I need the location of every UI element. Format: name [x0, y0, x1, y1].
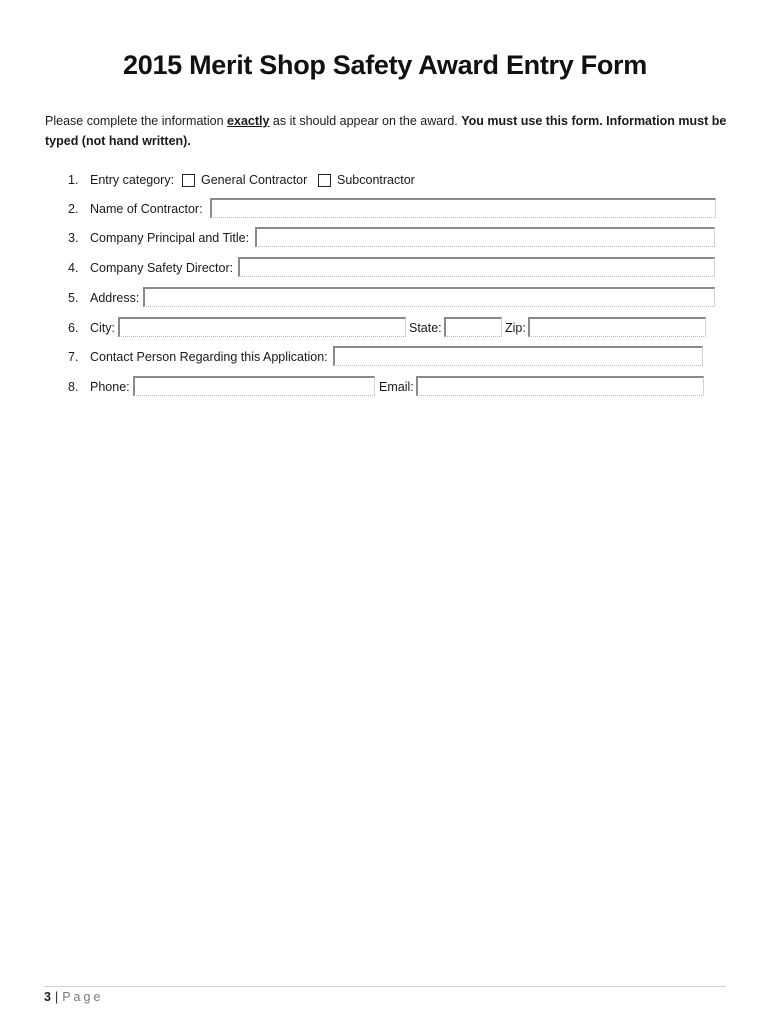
contractor-name-row	[68, 196, 728, 220]
general-contractor-label: General Contractor	[201, 173, 308, 187]
instructions-emphasis: exactly	[227, 114, 270, 128]
safety-director-label: Company Safety Director:	[90, 261, 234, 275]
footer-divider	[44, 986, 726, 987]
state-label: State:	[409, 321, 442, 335]
zip-label: Zip:	[505, 321, 526, 335]
email-label: Email:	[379, 380, 414, 394]
item-number: 8.	[68, 380, 79, 394]
state-field[interactable]	[444, 317, 502, 337]
item-number: 2.	[68, 202, 79, 216]
company-principal-row	[68, 225, 728, 249]
footer-separator: |	[54, 990, 59, 1004]
company-principal-field[interactable]	[255, 227, 715, 247]
subcontractor-label: Subcontractor	[337, 173, 415, 187]
email-field[interactable]	[416, 376, 704, 396]
item-number: 7.	[68, 350, 79, 364]
contractor-name-label: Name of Contractor:	[90, 202, 203, 216]
general-contractor-checkbox[interactable]	[182, 174, 195, 187]
safety-director-field[interactable]	[238, 257, 715, 277]
contact-person-row	[68, 344, 728, 368]
safety-director-row	[68, 255, 728, 279]
phone-label: Phone:	[90, 380, 130, 394]
form-title: 2015 Merit Shop Safety Award Entry Form	[123, 50, 647, 80]
contact-person-field[interactable]	[333, 346, 703, 366]
page-footer	[44, 990, 103, 1004]
item-number: 1.	[68, 173, 79, 187]
contact-person-label: Contact Person Regarding this Application:	[90, 350, 328, 364]
city-label: City:	[90, 321, 115, 335]
instructions-bold: You must use this form. Information must be typed (not hand written).	[45, 114, 727, 148]
address-field[interactable]	[143, 287, 715, 307]
address-label: Address:	[90, 291, 140, 305]
item-number: 3.	[68, 231, 79, 245]
subcontractor-checkbox[interactable]	[318, 174, 331, 187]
item-number: 6.	[68, 321, 79, 335]
instructions-text: Please complete the information	[45, 114, 228, 128]
entry-category-row	[68, 167, 728, 191]
address-row	[68, 285, 728, 309]
entry-category-label: Entry category:	[90, 173, 175, 187]
phone-email-row	[68, 374, 728, 398]
company-principal-label: Company Principal and Title:	[90, 231, 250, 245]
city-state-zip-row	[68, 315, 728, 339]
phone-field[interactable]	[133, 376, 375, 396]
instructions-text-2: as it should appear on the award.	[269, 114, 462, 128]
item-number: 5.	[68, 291, 79, 305]
page-number: 3	[44, 990, 51, 1004]
page-word: Page	[62, 990, 104, 1004]
zip-field[interactable]	[528, 317, 706, 337]
item-number: 4.	[68, 261, 79, 275]
contractor-name-field[interactable]	[210, 198, 716, 218]
city-field[interactable]	[118, 317, 406, 337]
instructions	[45, 111, 735, 151]
